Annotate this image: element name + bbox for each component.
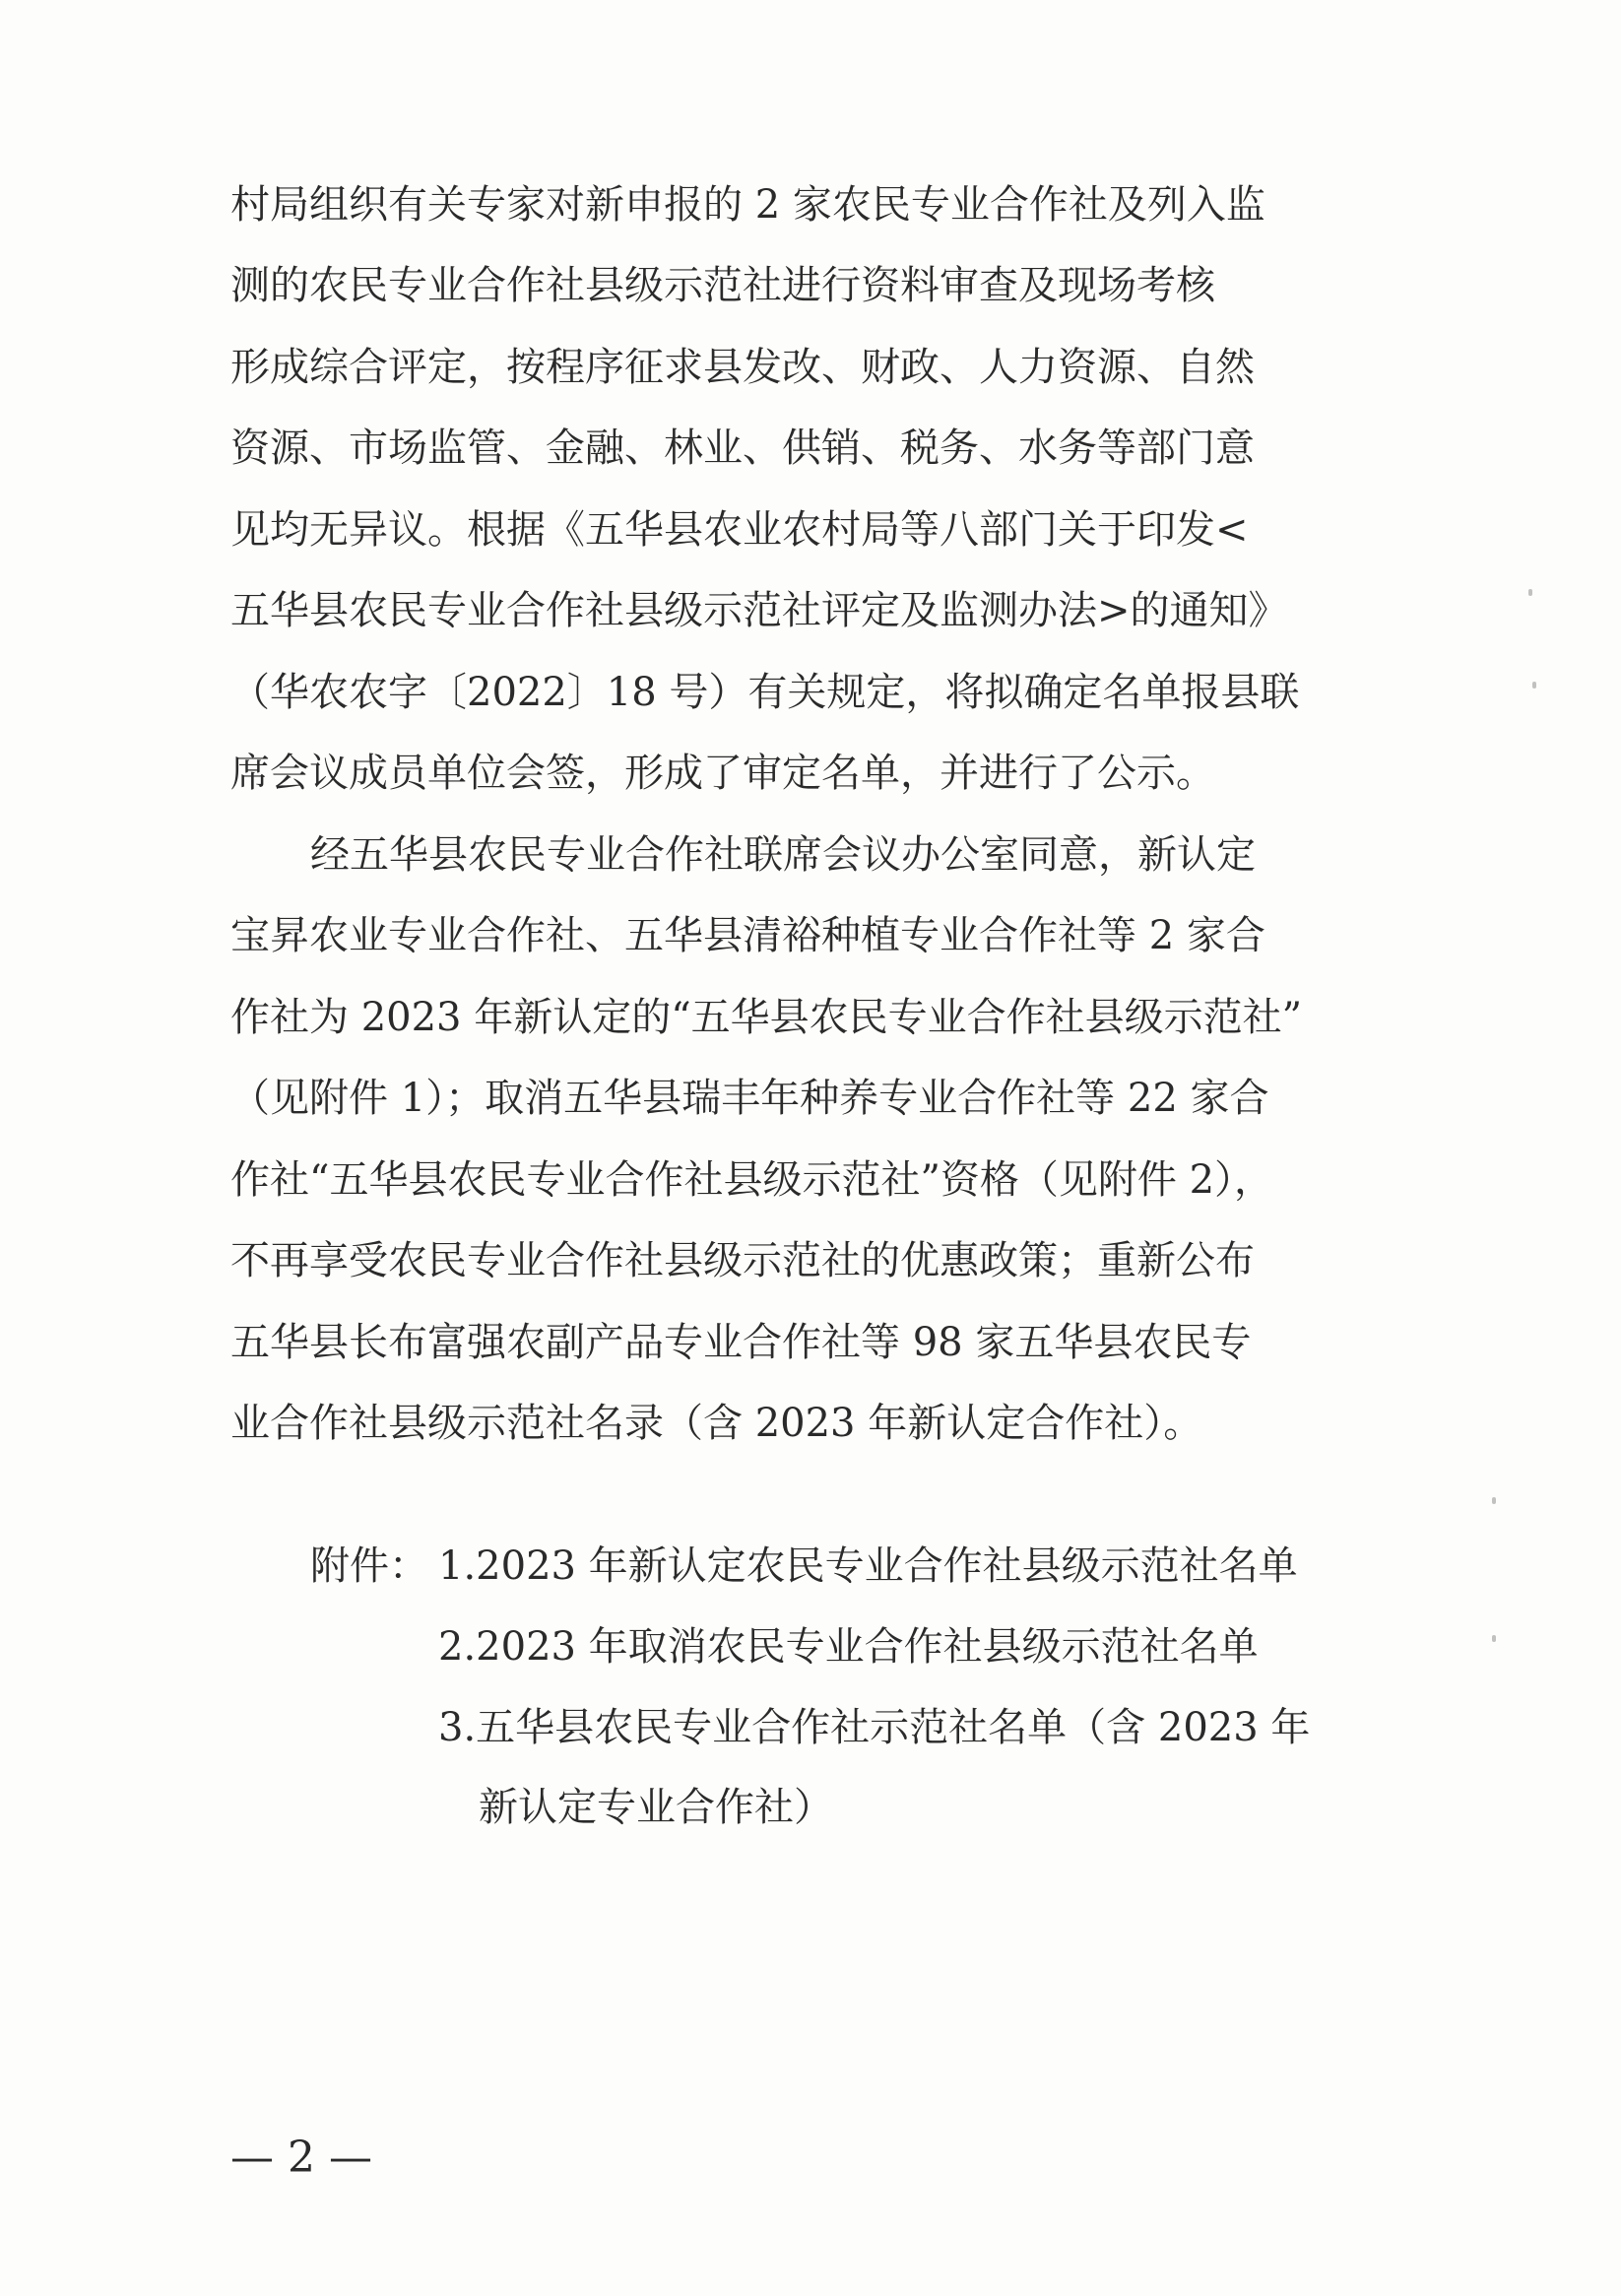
paragraph-1-line-7: （华农农字〔2022〕18 号）有关规定，将拟确定名单报县联 bbox=[230, 670, 1300, 715]
scan-speck bbox=[1492, 1635, 1496, 1642]
paragraph-1-line-5: 见均无异议。根据《五华县农业农村局等八部门关于印发< bbox=[230, 507, 1249, 553]
attachment-item-3: 3.五华县农民专业合作社示范社名单（含 2023 年 bbox=[438, 1705, 1311, 1750]
paragraph-2-line-7: 五华县长布富强农副产品专业合作社等 98 家五华县农民专 bbox=[230, 1320, 1252, 1365]
scan-speck bbox=[1492, 1497, 1496, 1504]
attachment-item-1: 1.2023 年新认定农民专业合作社县级示范社名单 bbox=[438, 1543, 1298, 1589]
paragraph-2-line-4: （见附件 1）；取消五华县瑞丰年种养专业合作社等 22 家合 bbox=[230, 1076, 1269, 1121]
scan-speck bbox=[1528, 589, 1532, 596]
attachments-label: 附件： bbox=[310, 1543, 428, 1589]
paragraph-2-line-1: 经五华县农民专业合作社联席会议办公室同意，新认定 bbox=[310, 832, 1256, 878]
paragraph-2-line-5: 作社“五华县农民专业合作社县级示范社”资格（见附件 2）， bbox=[230, 1157, 1274, 1203]
paragraph-2-line-8: 业合作社县级示范社名录（含 2023 年新认定合作社）。 bbox=[230, 1401, 1203, 1446]
paragraph-1-line-2: 测的农民专业合作社县级示范社进行资料审查及现场考核 bbox=[230, 263, 1215, 308]
paragraph-2-line-6: 不再享受农民专业合作社县级示范社的优惠政策；重新公布 bbox=[230, 1238, 1255, 1283]
paragraph-2-line-2: 宝昇农业专业合作社、五华县清裕种植专业合作社等 2 家合 bbox=[230, 913, 1265, 958]
paragraph-1-line-8: 席会议成员单位会签，形成了审定名单，并进行了公示。 bbox=[230, 751, 1215, 796]
paragraph-1-line-1: 村局组织有关专家对新申报的 2 家农民专业合作社及列入监 bbox=[230, 182, 1265, 228]
paragraph-1-line-3: 形成综合评定，按程序征求县发改、财政、人力资源、自然 bbox=[230, 345, 1255, 390]
paragraph-1-line-4: 资源、市场监管、金融、林业、供销、税务、水务等部门意 bbox=[230, 426, 1255, 471]
scan-speck bbox=[1532, 682, 1536, 689]
attachment-item-3-continuation: 新认定专业合作社） bbox=[479, 1785, 833, 1830]
paragraph-2-line-3: 作社为 2023 年新认定的“五华县农民专业合作社县级示范社” bbox=[230, 995, 1303, 1040]
attachment-item-2: 2.2023 年取消农民专业合作社县级示范社名单 bbox=[438, 1624, 1259, 1670]
page-number: — 2 — bbox=[230, 2132, 372, 2183]
paragraph-1-line-6: 五华县农民专业合作社县级示范社评定及监测办法>的通知》 bbox=[230, 588, 1288, 633]
